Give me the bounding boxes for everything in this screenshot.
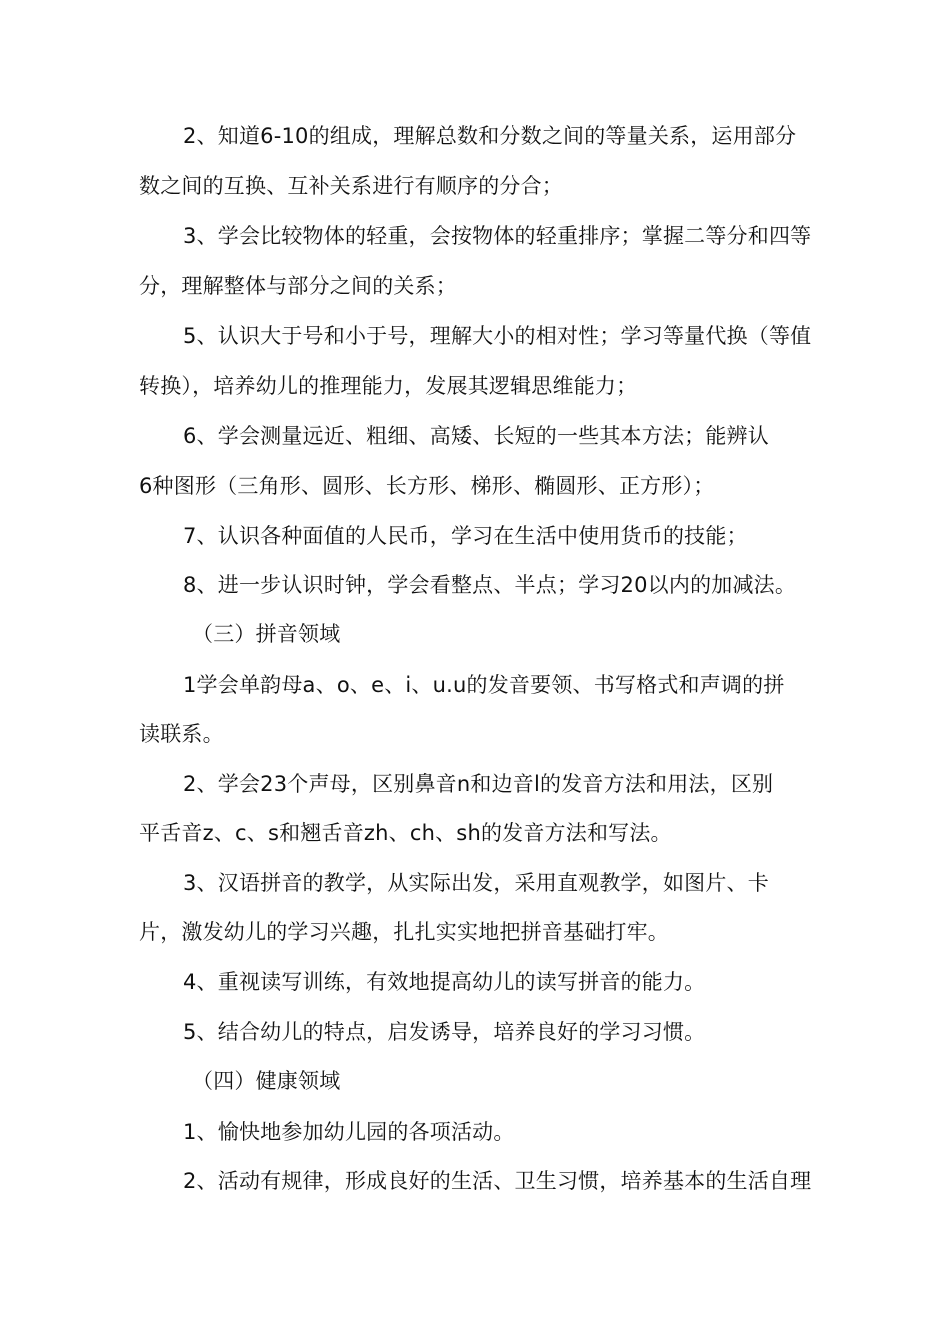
paragraph-line: 5、认识大于号和小于号，理解大小的相对性；学习等量代换（等值 bbox=[183, 324, 812, 348]
paragraph-line: 平舌音z、c、s和翘舌音zh、ch、sh的发音方法和写法。 bbox=[139, 821, 672, 845]
paragraph-line: 8、进一步认识时钟，学会看整点、半点；学习20以内的加减法。 bbox=[183, 573, 797, 597]
paragraph-line: 6、学会测量远近、粗细、高矮、长短的一些其本方法；能辨认 bbox=[183, 424, 769, 448]
paragraph-line: 3、汉语拼音的教学，从实际出发，采用直观教学，如图片、卡 bbox=[183, 871, 769, 895]
paragraph-line: 3、学会比较物体的轻重，会按物体的轻重排序；掌握二等分和四等 bbox=[183, 224, 812, 248]
paragraph-line: 5、结合幼儿的特点，启发诱导，培养良好的学习习惯。 bbox=[183, 1020, 706, 1044]
paragraph-line: 读联系。 bbox=[139, 722, 224, 746]
section-heading: （四）健康领域 bbox=[192, 1069, 341, 1093]
paragraph-line: 片，激发幼儿的学习兴趣，扎扎实实地把拼音基础打牢。 bbox=[139, 920, 669, 944]
paragraph-line: 4、重视读写训练，有效地提高幼儿的读写拼音的能力。 bbox=[183, 970, 706, 994]
paragraph-line: 1学会单韵母a、o、e、i、u.u的发音要领、书写格式和声调的拼 bbox=[183, 673, 785, 697]
paragraph-line: 数之间的互换、互补关系进行有顺序的分合； bbox=[139, 174, 563, 198]
paragraph-line: 2、活动有规律，形成良好的生活、卫生习惯，培养基本的生活自理 bbox=[183, 1169, 812, 1193]
paragraph-line: 2、学会23个声母，区别鼻音n和边音l的发音方法和用法，区别 bbox=[183, 772, 774, 796]
section-heading: （三）拼音领域 bbox=[192, 622, 341, 646]
paragraph-line: 6种图形（三角形、圆形、长方形、梯形、椭圆形、正方形）； bbox=[139, 474, 715, 498]
paragraph-line: 1、愉快地参加幼儿园的各项活动。 bbox=[183, 1120, 515, 1144]
paragraph-line: 分，理解整体与部分之间的关系； bbox=[139, 274, 457, 298]
paragraph-line: 7、认识各种面值的人民币，学习在生活中使用货币的技能； bbox=[183, 524, 748, 548]
paragraph-line: 转换），培养幼儿的推理能力，发展其逻辑思维能力； bbox=[139, 374, 638, 398]
paragraph-line: 2、知道6-10的组成，理解总数和分数之间的等量关系，运用部分 bbox=[183, 124, 797, 148]
